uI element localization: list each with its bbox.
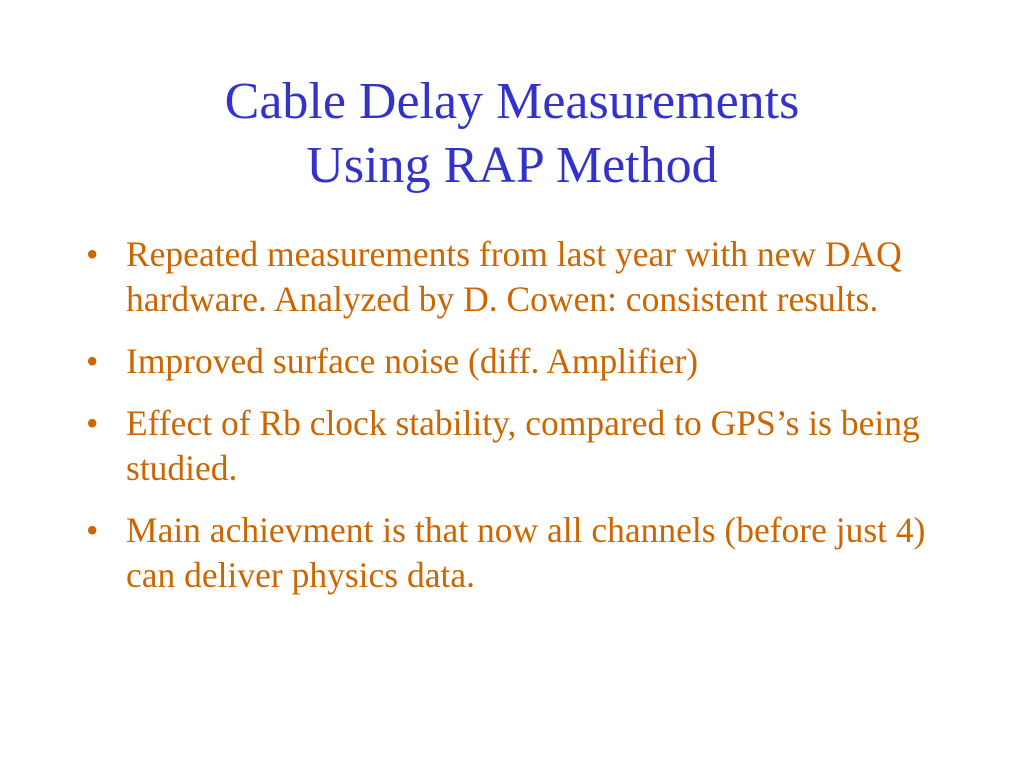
bullet-item: [86, 339, 966, 384]
bullet-text: Improved surface noise (diff. Amplifier): [126, 341, 699, 381]
bullet-item: [86, 508, 966, 598]
slide-title-line-2: Using RAP Method: [306, 137, 718, 194]
bullet-list: [86, 232, 966, 615]
bullet-text: Repeated measurements from last year with new DAQ hardware. Analyzed by D. Cowen: consistent results.: [126, 234, 902, 319]
bullet-icon: •: [86, 403, 99, 443]
bullet-text: Main achievment is that now all channels (before just 4) can deliver physics data.: [126, 510, 926, 595]
slide-title-line-1: Cable Delay Measurements: [224, 73, 800, 130]
bullet-text: Effect of Rb clock stability, compared to GPS’s is being studied.: [126, 403, 920, 488]
bullet-icon: •: [86, 234, 99, 274]
bullet-item: [86, 401, 966, 491]
slide-title: [0, 70, 1024, 198]
bullet-icon: •: [86, 341, 99, 381]
bullet-item: [86, 232, 966, 322]
bullet-icon: •: [86, 510, 99, 550]
